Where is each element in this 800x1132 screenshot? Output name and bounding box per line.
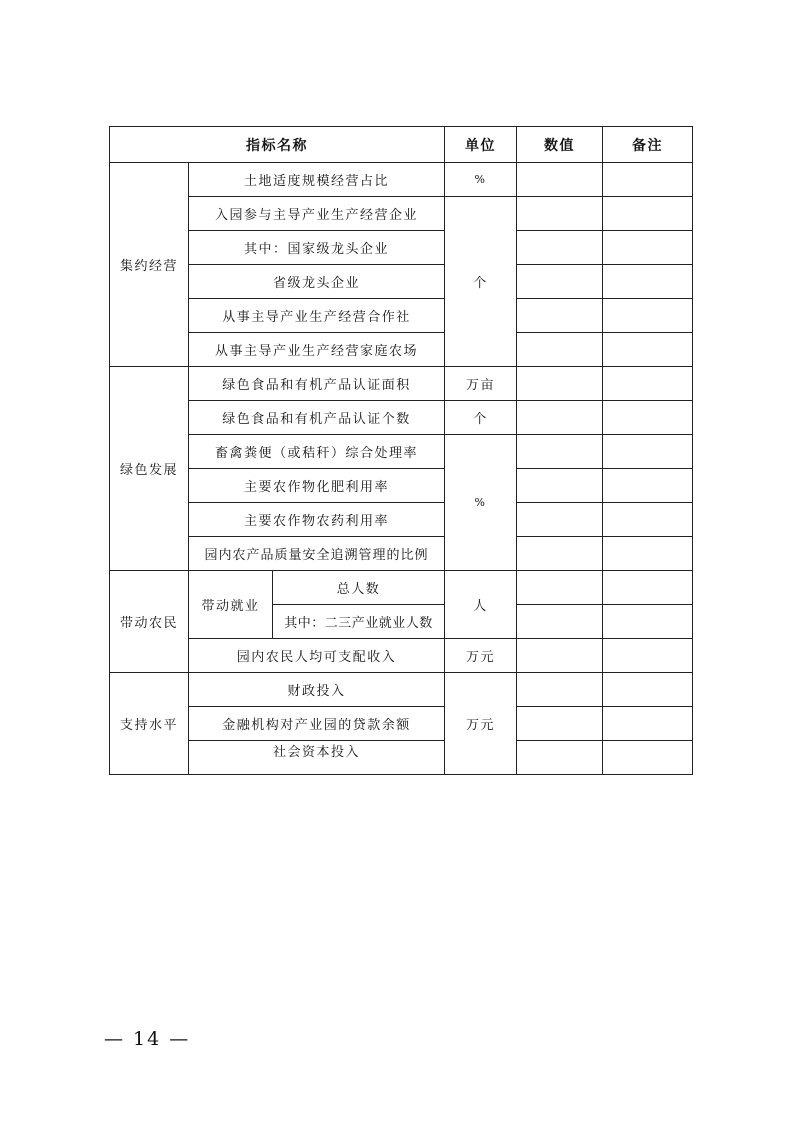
value-cell: [517, 469, 603, 503]
unit-cell: 万元: [445, 639, 517, 673]
unit-cell: 万亩: [445, 367, 517, 401]
unit-cell: %: [445, 163, 517, 197]
table-row: [110, 571, 693, 605]
unit-cell: 个: [445, 401, 517, 435]
table-row: [110, 741, 693, 775]
table-row: [110, 639, 693, 673]
indicator-cell: 主要农作物农药利用率: [189, 503, 445, 537]
note-cell: [603, 605, 693, 639]
value-cell: [517, 299, 603, 333]
header-note: 备注: [603, 127, 693, 163]
value-cell: [517, 231, 603, 265]
value-cell: [517, 435, 603, 469]
indicator-cell: 其中：二三产业就业人数: [273, 605, 445, 639]
note-cell: [603, 503, 693, 537]
unit-cell: %: [445, 435, 517, 571]
table-row: [110, 469, 693, 503]
group-farmers-label: 带动农民: [110, 571, 189, 673]
indicator-cell: 其中：国家级龙头企业: [189, 231, 445, 265]
note-cell: [603, 299, 693, 333]
indicator-cell: 省级龙头企业: [189, 265, 445, 299]
group-support-label: 支持水平: [110, 673, 189, 775]
unit-cell: 万元: [445, 673, 517, 775]
indicator-cell: 金融机构对产业园的贷款余额: [189, 707, 445, 741]
table-row: [110, 707, 693, 741]
indicator-cell: 园内农民人均可支配收入: [189, 639, 445, 673]
note-cell: [603, 673, 693, 707]
note-cell: [603, 707, 693, 741]
note-cell: [603, 197, 693, 231]
indicator-cell: 财政投入: [189, 673, 445, 707]
table-row: [110, 537, 693, 571]
table-row: [110, 435, 693, 469]
value-cell: [517, 333, 603, 367]
note-cell: [603, 163, 693, 197]
table-row: [110, 333, 693, 367]
unit-cell: 人: [445, 571, 517, 639]
note-cell: [603, 639, 693, 673]
indicator-cell: 从事主导产业生产经营家庭农场: [189, 333, 445, 367]
indicator-cell: 入园参与主导产业生产经营企业: [189, 197, 445, 231]
value-cell: [517, 503, 603, 537]
header-indicator-name: 指标名称: [110, 127, 445, 163]
table-row: [110, 367, 693, 401]
table-row: [110, 265, 693, 299]
note-cell: [603, 265, 693, 299]
value-cell: [517, 571, 603, 605]
value-cell: [517, 741, 603, 775]
header-row: [110, 127, 693, 163]
note-cell: [603, 401, 693, 435]
group-green-label: 绿色发展: [110, 367, 189, 571]
indicator-cell: 从事主导产业生产经营合作社: [189, 299, 445, 333]
indicator-cell: 园内农产品质量安全追溯管理的比例: [189, 537, 445, 571]
value-cell: [517, 197, 603, 231]
value-cell: [517, 639, 603, 673]
value-cell: [517, 605, 603, 639]
note-cell: [603, 537, 693, 571]
page-number: — 14 —: [104, 1028, 191, 1050]
indicator-cell: 主要农作物化肥利用率: [189, 469, 445, 503]
note-cell: [603, 741, 693, 775]
value-cell: [517, 707, 603, 741]
note-cell: [603, 231, 693, 265]
indicator-cell: 社会资本投入: [189, 741, 445, 775]
note-cell: [603, 435, 693, 469]
indicator-cell: 土地适度规模经营占比: [189, 163, 445, 197]
table-row: [110, 299, 693, 333]
indicator-cell: 畜禽粪便（或秸秆）综合处理率: [189, 435, 445, 469]
table-row: [110, 673, 693, 707]
value-cell: [517, 401, 603, 435]
value-cell: [517, 265, 603, 299]
indicator-cell: 总人数: [273, 571, 445, 605]
indicator-table: [109, 126, 693, 775]
note-cell: [603, 571, 693, 605]
unit-cell: 个: [445, 197, 517, 367]
value-cell: [517, 163, 603, 197]
value-cell: [517, 673, 603, 707]
group-intensive-label: 集约经营: [110, 163, 189, 367]
header-value: 数值: [517, 127, 603, 163]
table-row: [110, 503, 693, 537]
header-unit: 单位: [445, 127, 517, 163]
table-row: [110, 401, 693, 435]
indicator-cell: 绿色食品和有机产品认证个数: [189, 401, 445, 435]
note-cell: [603, 469, 693, 503]
value-cell: [517, 537, 603, 571]
sub-group-employment-label: 带动就业: [189, 571, 273, 639]
note-cell: [603, 333, 693, 367]
table-row: [110, 231, 693, 265]
indicator-cell: 绿色食品和有机产品认证面积: [189, 367, 445, 401]
note-cell: [603, 367, 693, 401]
table-row: [110, 197, 693, 231]
table-row: [110, 163, 693, 197]
value-cell: [517, 367, 603, 401]
